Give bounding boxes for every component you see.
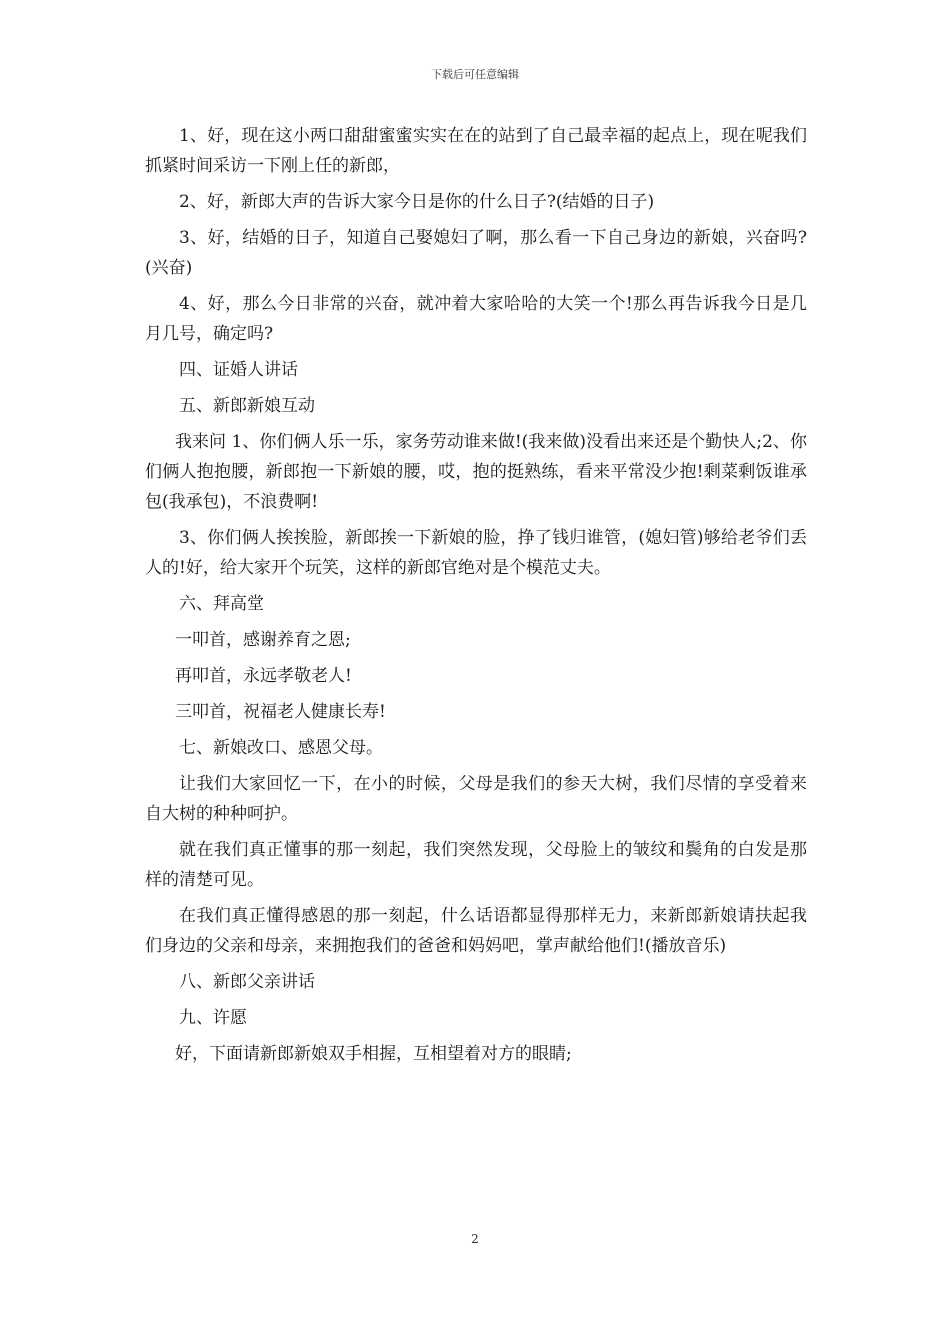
page-header: 下载后可任意编辑: [431, 68, 519, 81]
paragraph: 八、新郎父亲讲话: [179, 972, 315, 992]
paragraph: 1、好，现在这小两口甜甜蜜蜜实实在在的站到了自己最幸福的起点上，现在呢我们抓紧时间采访一下刚上任的新郎，: [145, 126, 807, 176]
paragraph: 让我们大家回忆一下，在小的时候，父母是我们的参天大树，我们尽情的享受着来自大树的种种呵护。: [145, 774, 807, 824]
paragraph: 九、许愿: [179, 1008, 247, 1028]
paragraph: 一叩首，感谢养育之恩;: [175, 630, 351, 650]
paragraph: 我来问 1、你们俩人乐一乐，家务劳动谁来做!(我来做)没看出来还是个勤快人;2、你们俩人抱抱腰，新郎抱一下新娘的腰，哎，抱的挺熟练，看来平常没少抱!剩菜剩饭谁承包(我承包)，不浪费啊!: [145, 432, 807, 512]
page-number: 2: [471, 1232, 479, 1246]
document-body: [145, 121, 807, 1075]
paragraph: 4、好，那么今日非常的兴奋，就冲着大家哈哈的大笑一个!那么再告诉我今日是几月几号，确定吗?: [145, 294, 807, 344]
paragraph: 好，下面请新郎新娘双手相握，互相望着对方的眼睛;: [175, 1044, 572, 1064]
paragraph: 三叩首，祝福老人健康长寿!: [175, 702, 386, 722]
paragraph: 3、好，结婚的日子，知道自己娶媳妇了啊，那么看一下自己身边的新娘，兴奋吗?(兴奋): [145, 228, 807, 278]
paragraph: 就在我们真正懂事的那一刻起，我们突然发现，父母脸上的皱纹和鬓角的白发是那样的清楚可见。: [145, 840, 807, 890]
paragraph: 四、证婚人讲话: [179, 360, 298, 380]
paragraph: 五、新郎新娘互动: [179, 396, 315, 416]
paragraph: 再叩首，永远孝敬老人!: [175, 666, 352, 686]
paragraph: 3、你们俩人挨挨脸，新郎挨一下新娘的脸，挣了钱归谁管，(媳妇管)够给老爷们丢人的!好，给大家开个玩笑，这样的新郎官绝对是个模范丈夫。: [145, 528, 807, 578]
paragraph: 七、新娘改口、感恩父母。: [179, 738, 383, 758]
paragraph: 2、好，新郎大声的告诉大家今日是你的什么日子?(结婚的日子): [179, 192, 655, 212]
paragraph: 在我们真正懂得感恩的那一刻起，什么话语都显得那样无力，来新郎新娘请扶起我们身边的父亲和母亲，来拥抱我们的爸爸和妈妈吧，掌声献给他们!(播放音乐): [145, 906, 807, 956]
paragraph: 六、拜高堂: [179, 594, 264, 614]
